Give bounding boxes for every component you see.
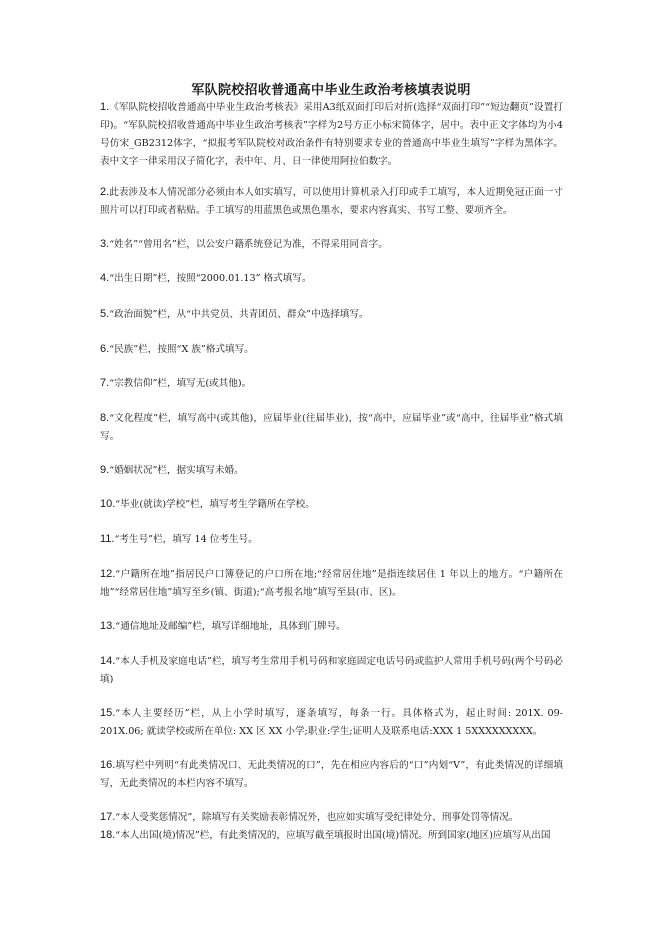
item-text: “出生日期”栏，按照“2000.01.13” 格式填写。 bbox=[109, 273, 312, 284]
instruction-item-2 bbox=[100, 183, 563, 220]
instruction-item-15 bbox=[100, 704, 563, 741]
item-text: “考生号”栏，填写 14 位考生号。 bbox=[114, 534, 258, 545]
instruction-item-11 bbox=[100, 530, 563, 549]
item-number: 1. bbox=[100, 101, 110, 113]
item-number: 14. bbox=[100, 655, 116, 667]
item-number: 5. bbox=[100, 308, 110, 320]
item-number: 11. bbox=[100, 533, 115, 545]
item-text: “户籍所在地”指居民户口簿登记的户口所在地;“经常居住地”是指连续居住 1 年以上的地方。“户籍所在地”“经常居住地”填写至乡(镇、街道);“高考报名地”填写至县(市、区)。 bbox=[100, 569, 563, 598]
item-text: “毕业(就读)学校”栏，填写考生学籍所在学校。 bbox=[115, 499, 315, 510]
item-number: 18. bbox=[100, 829, 116, 841]
instruction-item-17 bbox=[100, 808, 563, 827]
item-number: 3. bbox=[100, 238, 110, 250]
instruction-item-14 bbox=[100, 652, 563, 689]
instruction-item-18 bbox=[100, 826, 563, 845]
instruction-item-8 bbox=[100, 409, 563, 446]
instruction-item-9 bbox=[100, 461, 563, 480]
item-number: 15. bbox=[100, 707, 116, 719]
item-number: 8. bbox=[100, 412, 110, 424]
item-text: “文化程度”栏，填写高中(或其他)，应届毕业(往届毕业)，按“高中，应届毕业”或“高中，往届毕业”格式填写。 bbox=[100, 413, 563, 442]
instruction-item-6 bbox=[100, 340, 563, 359]
item-text: “政治面貌”栏，从“中共党员、共青团员、群众”中选择填写。 bbox=[109, 309, 369, 320]
item-text: 《军队院校招收普通高中毕业生政治考核表》采用A3纸双面打印后对折(选择“双面打印”“短边翻页”设置打印)。“军队院校招收普通高中毕业生政治考核表”字样为2号方正小标宋简体字，居中。表中正文字体均为小4号仿宋_GB2312体字，“拟报考军队院校对政治条件有特别要求专业的普通高中毕业生填写”字样为黑体字。表中文字一律采用汉子简化字，表中年、月、日一律使用阿拉伯数字。 bbox=[100, 102, 563, 167]
instruction-item-4 bbox=[100, 269, 563, 288]
item-text: 填写栏中列明“有此类情况口、无此类情况的口”，先在相应内容后的“口”内划“V”，有此类情况的详细填写，无此类情况的本栏内容不填写。 bbox=[100, 760, 563, 789]
item-number: 4. bbox=[100, 272, 110, 284]
item-text: “本人手机及家庭电话”栏，填写考生常用手机号码和家庭固定电话号码或监护人常用手机号码(两个号码必填) bbox=[100, 656, 563, 685]
instruction-item-10 bbox=[100, 495, 563, 514]
instruction-item-7 bbox=[100, 374, 563, 393]
item-number: 13. bbox=[100, 620, 116, 632]
item-number: 6. bbox=[100, 343, 110, 355]
item-text: “通信地址及邮编”栏，填写详细地址，具体到门牌号。 bbox=[115, 621, 346, 632]
item-text: “本人出国(境)情况”栏，有此类情况的，应填写截至填报时出国(境)情况。所到国家(地区)应填写从出国 bbox=[115, 830, 551, 841]
item-text: 此表涉及本人情况部分必须由本人如实填写，可以使用计算机录入打印或手工填写，本人近期免冠正面一寸照片可以打印或者粘贴。手工填写的用蓝黑色或黑色墨水，要求内容真实、书写工整、要项齐全。 bbox=[100, 187, 563, 216]
instruction-item-13 bbox=[100, 617, 563, 636]
item-text: “姓名”“曾用名”栏，以公安户籍系统登记为准，不得采用同音字。 bbox=[109, 239, 388, 250]
instruction-item-5 bbox=[100, 305, 563, 324]
item-text: “民族”栏，按照“X 族”格式填写。 bbox=[109, 344, 254, 355]
item-number: 7. bbox=[100, 377, 110, 389]
item-number: 12. bbox=[100, 568, 116, 580]
item-number: 17. bbox=[100, 811, 116, 823]
item-number: 2. bbox=[100, 186, 110, 198]
item-text: “宗教信仰”栏，填写无(或其他)。 bbox=[109, 378, 252, 389]
page-title: 军队院校招收普通高中毕业生政治考核填表说明 bbox=[191, 83, 471, 98]
item-text: “本人受奖惩情况”，除填写有关奖励表彰情况外，也应如实填写受纪律处分、刑事处罚等情况。 bbox=[115, 812, 519, 823]
item-text: “婚姻状况”栏，据实填写未婚。 bbox=[109, 465, 244, 476]
instruction-item-16 bbox=[100, 756, 563, 793]
item-number: 16. bbox=[100, 759, 116, 771]
instruction-item-1 bbox=[100, 98, 563, 171]
instruction-item-3 bbox=[100, 235, 563, 254]
item-number: 9. bbox=[100, 464, 110, 476]
instruction-item-12 bbox=[100, 565, 563, 602]
item-number: 10. bbox=[100, 498, 116, 510]
item-text: “本人主要经历”栏，从上小学时填写，逐条填写，每条一行。具体格式为，起止时间: 201X. 09-201X.06; 就读学校或所在单位: XX 区 XX 小学;职业:学生;证明人及联系电话:XXX 1 5XXXXXXXXX。 bbox=[100, 708, 563, 737]
